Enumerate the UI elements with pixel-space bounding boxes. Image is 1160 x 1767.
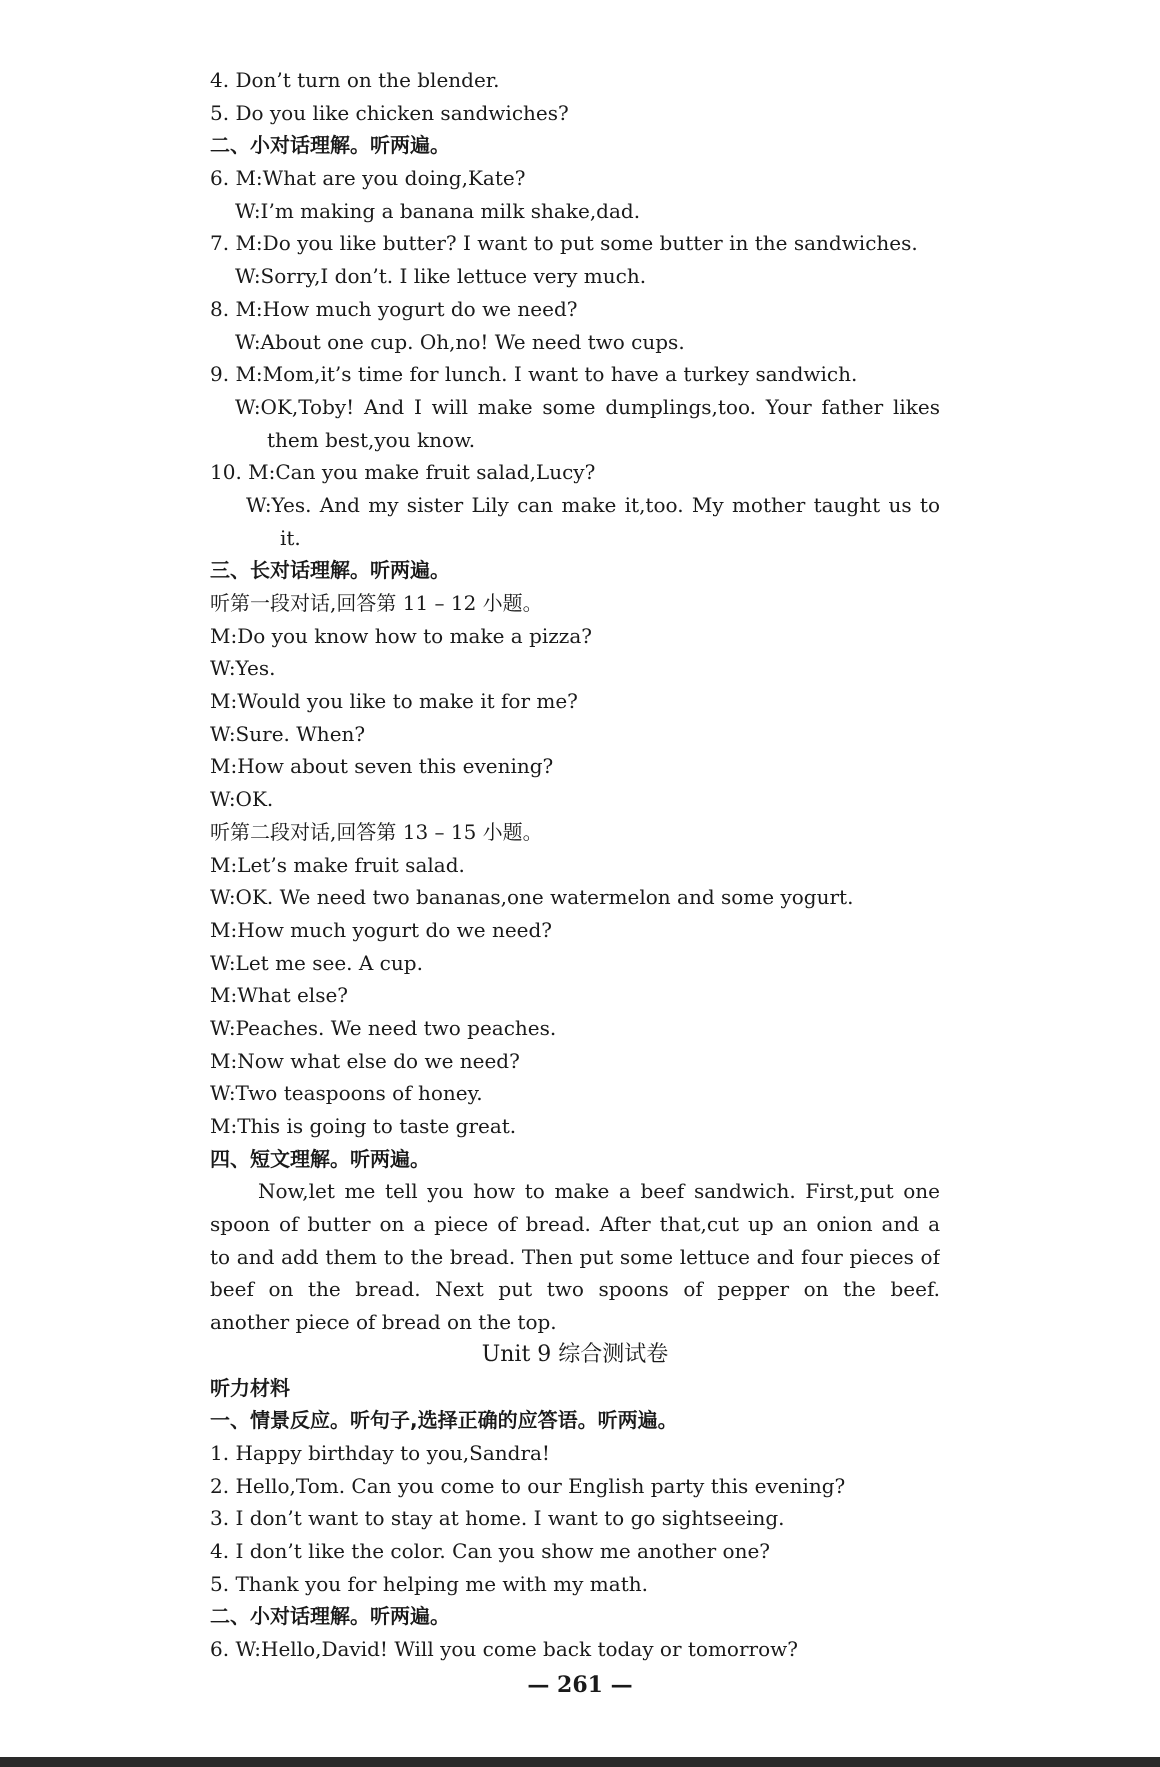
text-line: 6. W:Hello,David! Will you come back today or tomorrow? (210, 1637, 798, 1661)
text-line: W:Yes. And my sister Lily can make it,too. My mother taught us to (246, 492, 940, 517)
text-line: M:This is going to taste great. (210, 1114, 517, 1138)
text-line: 2. Hello,Tom. Can you come to our English party this evening? (210, 1473, 846, 1498)
text-line: 4. I don’t like the color. Can you show me another one? (210, 1538, 771, 1563)
text-line: spoon of butter on a piece of bread. After that,cut up an onion and a (210, 1212, 940, 1237)
text-line: W:Yes. (210, 656, 276, 681)
text-line: 3. I don’t want to stay at home. I want to go sightseeing. (210, 1506, 785, 1531)
text-line: to and add them to the bread. Then put some lettuce and four pieces of (210, 1244, 940, 1269)
text-line: M:What else? (210, 983, 349, 1008)
text-line: 4. Don’t turn on the blender. (210, 68, 500, 92)
text-line: 听第一段对话,回答第 11 – 12 小题。 (210, 591, 543, 615)
page-number: — 261 — (527, 1672, 633, 1698)
text-line: W:Peaches. We need two peaches. (210, 1015, 557, 1040)
text-line: beef on the bread. Next put two spoons of pepper on the beef. (210, 1277, 940, 1302)
section-heading: 二、小对话理解。听两遍。 (210, 133, 450, 158)
text-line: W:About one cup. Oh,no! We need two cups. (235, 329, 685, 354)
section-heading: 二、小对话理解。听两遍。 (210, 1604, 450, 1629)
text-line: 9. M:Mom,it’s time for lunch. I want to have a turkey sandwich. (210, 362, 858, 387)
text-line: 8. M:How much yogurt do we need? (210, 296, 578, 321)
bottom-edge-bar (0, 1757, 1160, 1767)
document-page (210, 64, 940, 1666)
text-line: them best,you know. (267, 427, 476, 452)
text-line: it. (280, 525, 301, 550)
text-line: 6. M:What are you doing,Kate? (210, 166, 526, 191)
text-line: W:Sure. When? (210, 721, 366, 746)
unit-title: Unit 9 综合测试卷 (481, 1341, 669, 1367)
text-line: 5. Thank you for helping me with my math. (210, 1571, 648, 1596)
text-line: M:How about seven this evening? (210, 754, 554, 779)
text-line: M:How much yogurt do we need? (210, 917, 553, 942)
section-heading: 听力材料 (210, 1375, 290, 1400)
text-line: W:I’m making a banana milk shake,dad. (235, 198, 641, 223)
text-line: W:OK. (210, 787, 274, 812)
text-line: M:Let’s make fruit salad. (210, 852, 465, 877)
text-line: M:Do you know how to make a pizza? (210, 623, 592, 648)
text-line: 5. Do you like chicken sandwiches? (210, 100, 569, 125)
text-line: M:Now what else do we need? (210, 1048, 520, 1073)
text-line: W:OK. We need two bananas,one watermelon and some yogurt. (210, 885, 854, 910)
text-line: another piece of bread on the top. (210, 1310, 557, 1335)
text-line: 听第二段对话,回答第 13 – 15 小题。 (210, 819, 543, 844)
section-heading: 三、长对话理解。听两遍。 (210, 558, 450, 583)
text-line: W:Let me see. A cup. (210, 950, 423, 975)
section-heading: 一、情景反应。听句子,选择正确的应答语。听两遍。 (210, 1408, 678, 1433)
text-line: W:Sorry,I don’t. I like lettuce very much. (235, 264, 647, 289)
text-line: W:OK,Toby! And I will make some dumplings,too. Your father likes (235, 394, 940, 419)
text-line: W:Two teaspoons of honey. (210, 1081, 483, 1106)
text-line: 10. M:Can you make fruit salad,Lucy? (210, 460, 596, 485)
text-line: 7. M:Do you like butter? I want to put some butter in the sandwiches. (210, 231, 918, 256)
text-line: M:Would you like to make it for me? (210, 689, 578, 714)
section-heading: 四、短文理解。听两遍。 (210, 1146, 430, 1171)
text-line: 1. Happy birthday to you,Sandra! (210, 1440, 550, 1465)
text-line: Now,let me tell you how to make a beef sandwich. First,put one (258, 1179, 940, 1204)
